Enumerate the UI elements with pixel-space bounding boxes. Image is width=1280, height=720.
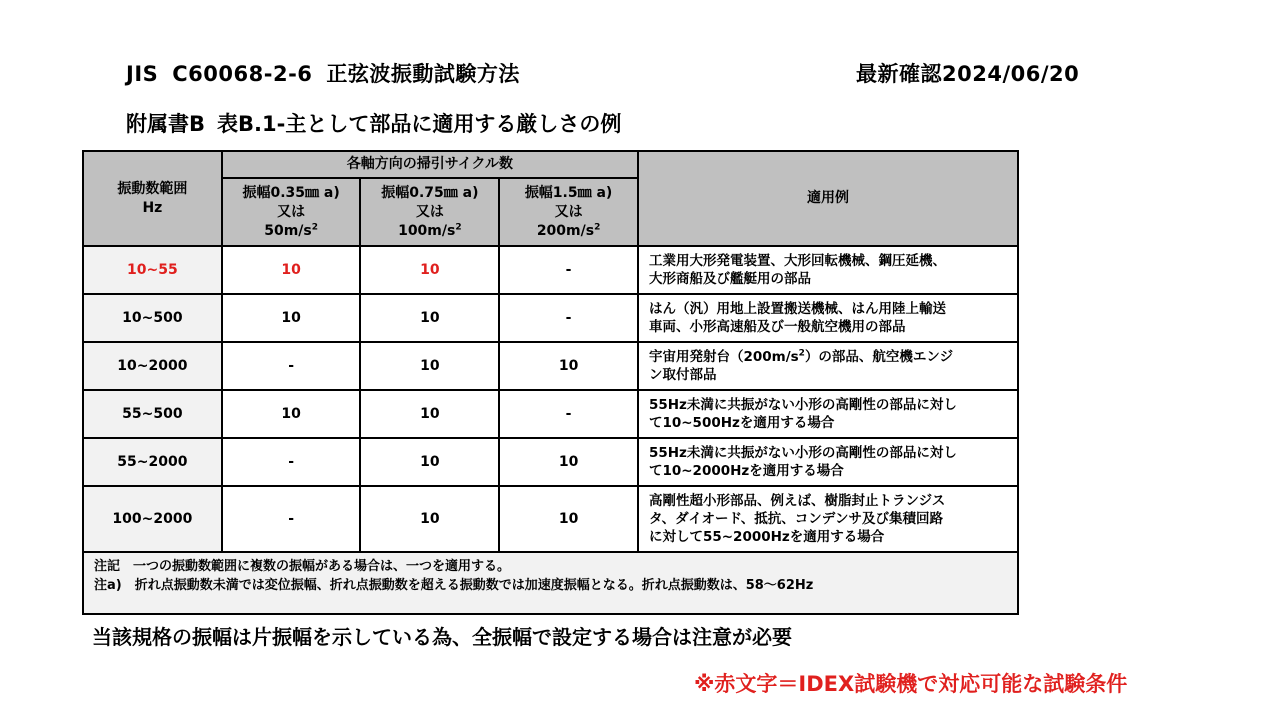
cycles-cell: - — [222, 486, 361, 552]
header-amplitude-035: 振幅0.35㎜ a) 又は $50m/s^2$ — [222, 178, 361, 246]
table-row — [83, 438, 1018, 486]
cycles-cell: 10 — [499, 486, 638, 552]
cycles-cell: 10 — [360, 294, 499, 342]
last-confirmed-date: 最新確認2024/06/20 — [856, 62, 1080, 86]
application-cell: 工業用大形発電装置、大形回転機械、鋼圧延機、 大形商船及び艦艇用の部品 — [638, 246, 1018, 294]
cycles-cell: 10 — [360, 342, 499, 390]
header-amplitude-075: 振幅0.75㎜ a) 又は $100m/s^2$ — [360, 178, 499, 246]
table-row — [83, 342, 1018, 390]
table-row — [83, 294, 1018, 342]
table-title: 表B.1-主として部品に適用する厳しさの例 — [217, 112, 622, 136]
cycles-cell: 10 — [360, 390, 499, 438]
standard-name: 正弦波振動試験方法 — [326, 62, 520, 86]
application-cell: 55Hz未満に共振がない小形の高剛性の部品に対し て10~2000Hzを適用する場合 — [638, 438, 1018, 486]
idex-red-text-legend: ※赤文字＝IDEX試験機で対応可能な試験条件 — [694, 672, 1128, 696]
range-cell: 10~55 — [83, 246, 222, 294]
application-cell: はん（汎）用地上設置搬送機械、はん用陸上輸送 車両、小形高速船及び一般航空機用の部品 — [638, 294, 1018, 342]
header-range-unit: Hz — [142, 199, 163, 216]
range-cell: 10~500 — [83, 294, 222, 342]
range-cell: 100~2000 — [83, 486, 222, 552]
table-row — [83, 246, 1018, 294]
cycles-cell: 10 — [222, 294, 361, 342]
amplitude-caution-note: 当該規格の振幅は片振幅を示している為、全振幅で設定する場合は注意が必要 — [92, 625, 792, 649]
cycles-cell: 10 — [222, 390, 361, 438]
standard-prefix: JIS — [126, 62, 159, 86]
severity-table — [82, 150, 1019, 615]
cycles-cell: - — [222, 438, 361, 486]
application-cell: 55Hz未満に共振がない小形の高剛性の部品に対し て10~500Hzを適用する場合 — [638, 390, 1018, 438]
header-sweep-cycles: 各軸方向の掃引サイクル数 — [222, 151, 638, 178]
cycles-cell: 10 — [360, 486, 499, 552]
cycles-cell: 10 — [360, 438, 499, 486]
range-cell: 55~500 — [83, 390, 222, 438]
note-line: 注a) 折れ点振動数未満では変位振幅、折れ点振動数を超える振動数では加速度振幅となる。折れ点振動数は、58～62Hz — [94, 578, 814, 593]
cycles-cell: - — [222, 342, 361, 390]
cycles-cell: 10 — [499, 342, 638, 390]
notes-row — [83, 552, 1018, 614]
header-range-label: 振動数範囲 — [117, 180, 188, 197]
header-frequency-range — [83, 151, 222, 246]
range-cell: 55~2000 — [83, 438, 222, 486]
table-row — [83, 390, 1018, 438]
table-notes — [83, 552, 1018, 614]
note-line: 注記 一つの振動数範囲に複数の振幅がある場合は、一つを適用する。 — [94, 559, 511, 574]
application-cell: 高剛性超小形部品、例えば、樹脂封止トランジス タ、ダイオード、抵抗、コンデンサ及び集積回路 に対して55~2000Hzを適用する場合 — [638, 486, 1018, 552]
table-heading — [126, 108, 621, 138]
header-application: 適用例 — [638, 151, 1018, 246]
annex-label: 附属書B — [126, 112, 206, 136]
range-cell: 10~2000 — [83, 342, 222, 390]
document-title — [126, 58, 520, 88]
cycles-cell: 10 — [222, 246, 361, 294]
cycles-cell: 10 — [499, 438, 638, 486]
cycles-cell: - — [499, 246, 638, 294]
cycles-cell: - — [499, 390, 638, 438]
cycles-cell: 10 — [360, 246, 499, 294]
header-amplitude-15: 振幅1.5㎜ a) 又は $200m/s^2$ — [499, 178, 638, 246]
cycles-cell: - — [499, 294, 638, 342]
table-row — [83, 486, 1018, 552]
standard-code: C60068-2-6 — [172, 62, 313, 86]
application-cell: 宇宙用発射台$(200m/s^2)$の部品、航空機エンジ ン取付部品 — [638, 342, 1018, 390]
